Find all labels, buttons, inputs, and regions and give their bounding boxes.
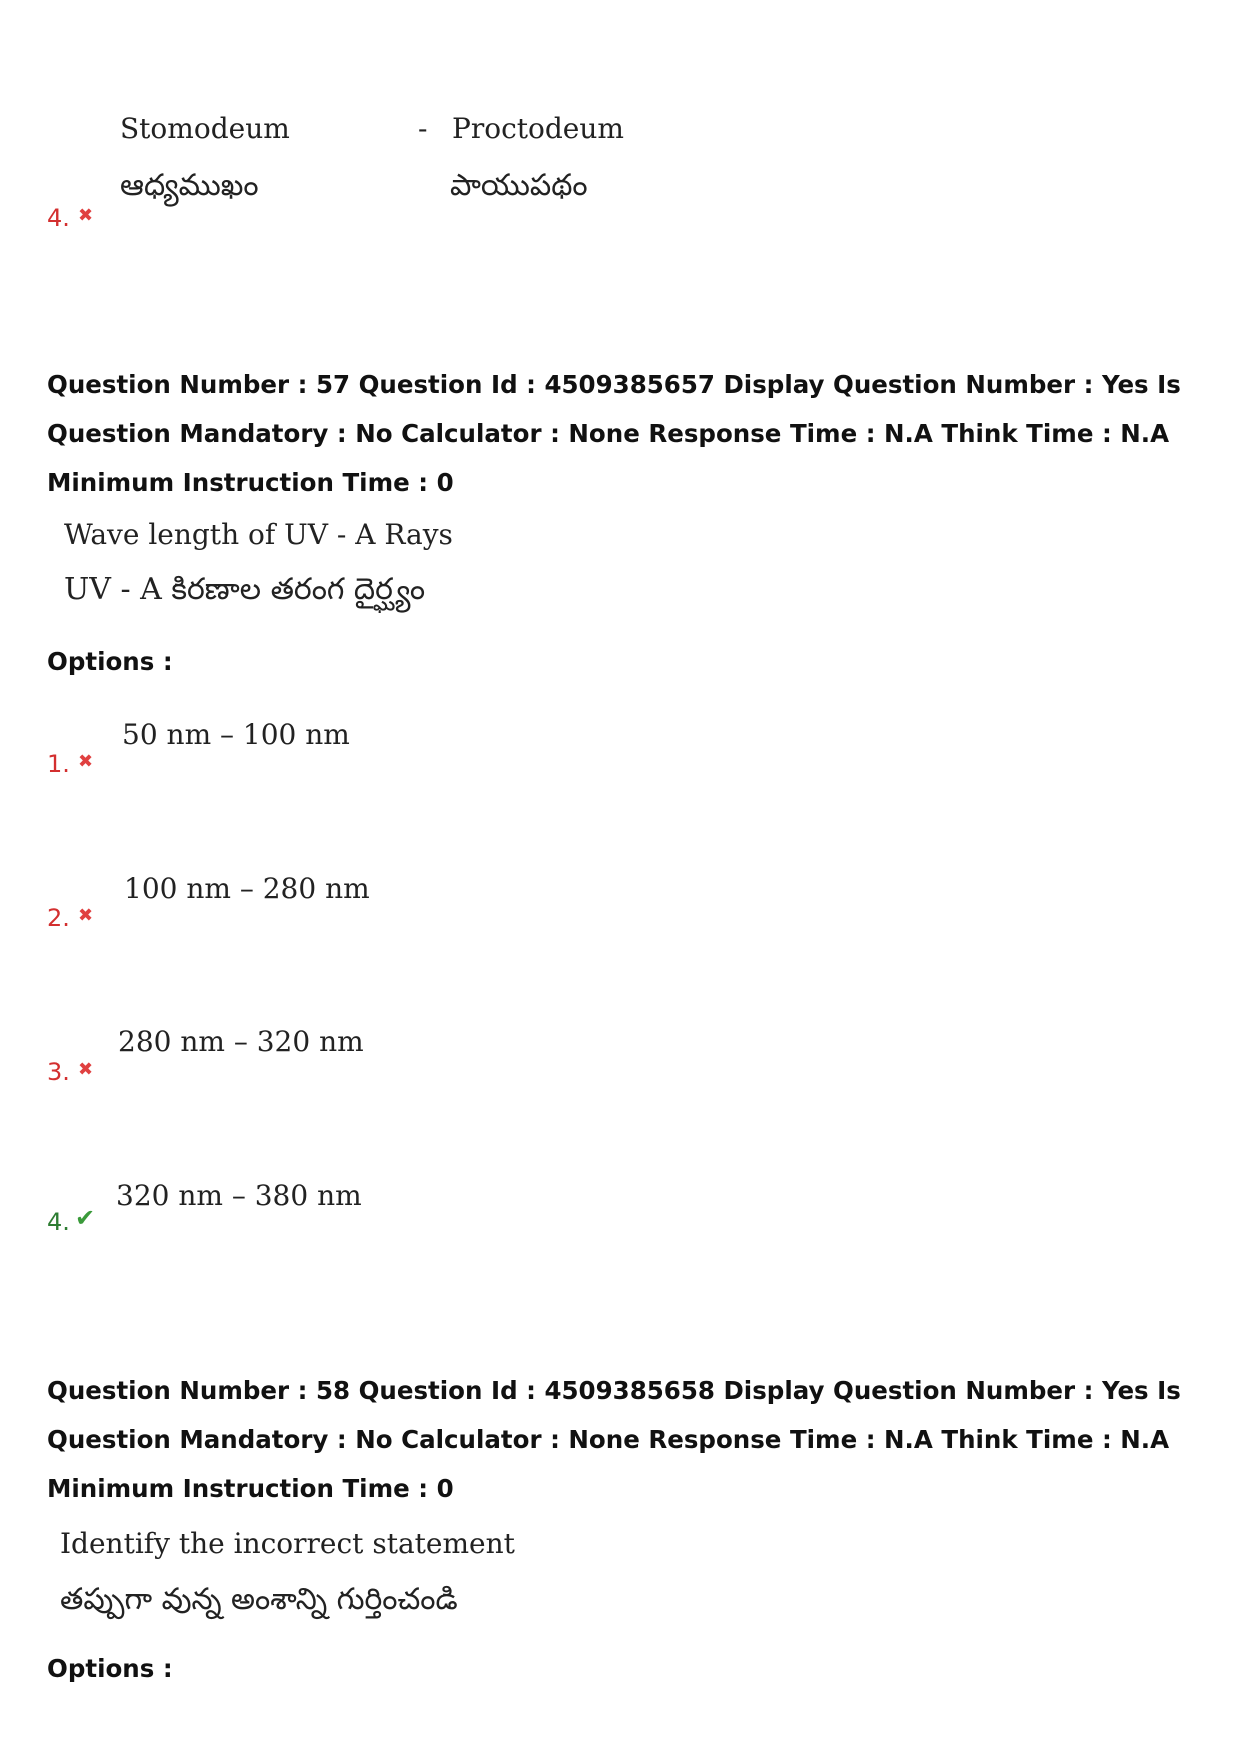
option-dash: - [418,112,428,145]
cross-icon: ✖ [78,205,94,226]
option-number: 3. [47,1058,70,1086]
option-text: 320 nm – 380 nm [116,1179,362,1212]
cross-icon: ✖ [78,751,94,772]
option-text-right-en: Proctodeum [452,112,624,145]
cross-icon: ✖ [78,1059,94,1080]
option-text-left-en: Stomodeum [120,112,290,145]
options-label: Options : [47,1654,173,1683]
option-text: 50 nm – 100 nm [122,718,350,751]
option-text-left-te: ఆధ్యముఖం [120,168,259,203]
option-number: 4. [47,1208,70,1236]
cross-icon: ✖ [78,905,94,926]
option-number: 1. [47,750,70,778]
option-text: 100 nm – 280 nm [124,872,370,905]
question-header: Question Number : 58 Question Id : 4509385658 Display Question Number : Yes Is Question Mandatory : No Calculator : None Response Time : N.A Think Time : N.A Minimum Instruction Time : 0 [47,1376,1181,1503]
check-icon: ✔ [75,1204,96,1232]
question-text-te: తప్పుగా వున్న అంశాన్ని గుర్తించండి [60,1582,458,1617]
option-number: 2. [47,904,70,932]
options-label: Options : [47,647,173,676]
question-text-en: Wave length of UV - A Rays [64,518,453,551]
option-number: 4. [47,204,70,232]
option-text-right-te: పాయుపథం [450,168,588,203]
option-text: 280 nm – 320 nm [118,1025,364,1058]
question-text-en: Identify the incorrect statement [60,1527,515,1560]
question-text-te: UV - A కిరణాల తరంగ దైర్ఘ్యం [64,572,426,607]
question-header: Question Number : 57 Question Id : 4509385657 Display Question Number : Yes Is Question Mandatory : No Calculator : None Response Time : N.A Think Time : N.A Minimum Instruction Time : 0 [47,370,1181,497]
